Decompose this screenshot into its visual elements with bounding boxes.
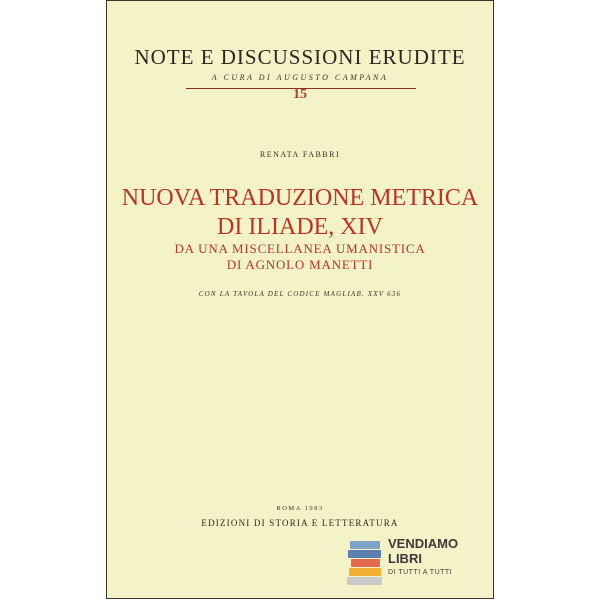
book-spine [349,568,381,576]
logo-wordmark [388,536,458,566]
book-subtitle-line-2: DI AGNOLO MANETTI [226,257,374,272]
logo-line-2: LIBRI [388,551,422,566]
book-spine [348,550,381,558]
book-spine [351,559,380,567]
book-spine [347,577,382,585]
cover-note: CON LA TAVOLA DEL CODICE MAGLIAB. XXV 636 [198,290,402,298]
book-cover-frame [106,0,494,599]
logo-line-1: VENDIAMO [388,536,459,551]
book-title-line-2: DI ILIADE, XIV [217,214,383,240]
publisher-name: EDIZIONI DI STORIA E LETTERATURA [201,518,399,528]
author-name: RENATA FABBRI [259,150,341,159]
vendiamo-libri-logo [346,536,474,592]
book-subtitle-line-1: DA UNA MISCELLANEA UMANISTICA [174,241,426,256]
series-number: 15 [293,87,307,102]
book-title [107,184,493,242]
place-and-year: ROMA 1983 [276,505,324,512]
logo-tagline: DI TUTTI A TUTTI [388,569,453,576]
book-cover [107,1,493,598]
series-title: NOTE E DISCUSSIONI ERUDITE [134,45,466,69]
book-title-line-1: NUOVA TRADUZIONE METRICA [121,185,479,211]
series-editor: A CURA DI AUGUSTO CAMPANA [211,73,389,82]
books-stack-icon [346,539,384,585]
book-spine [350,541,380,549]
book-subtitle [107,241,493,273]
